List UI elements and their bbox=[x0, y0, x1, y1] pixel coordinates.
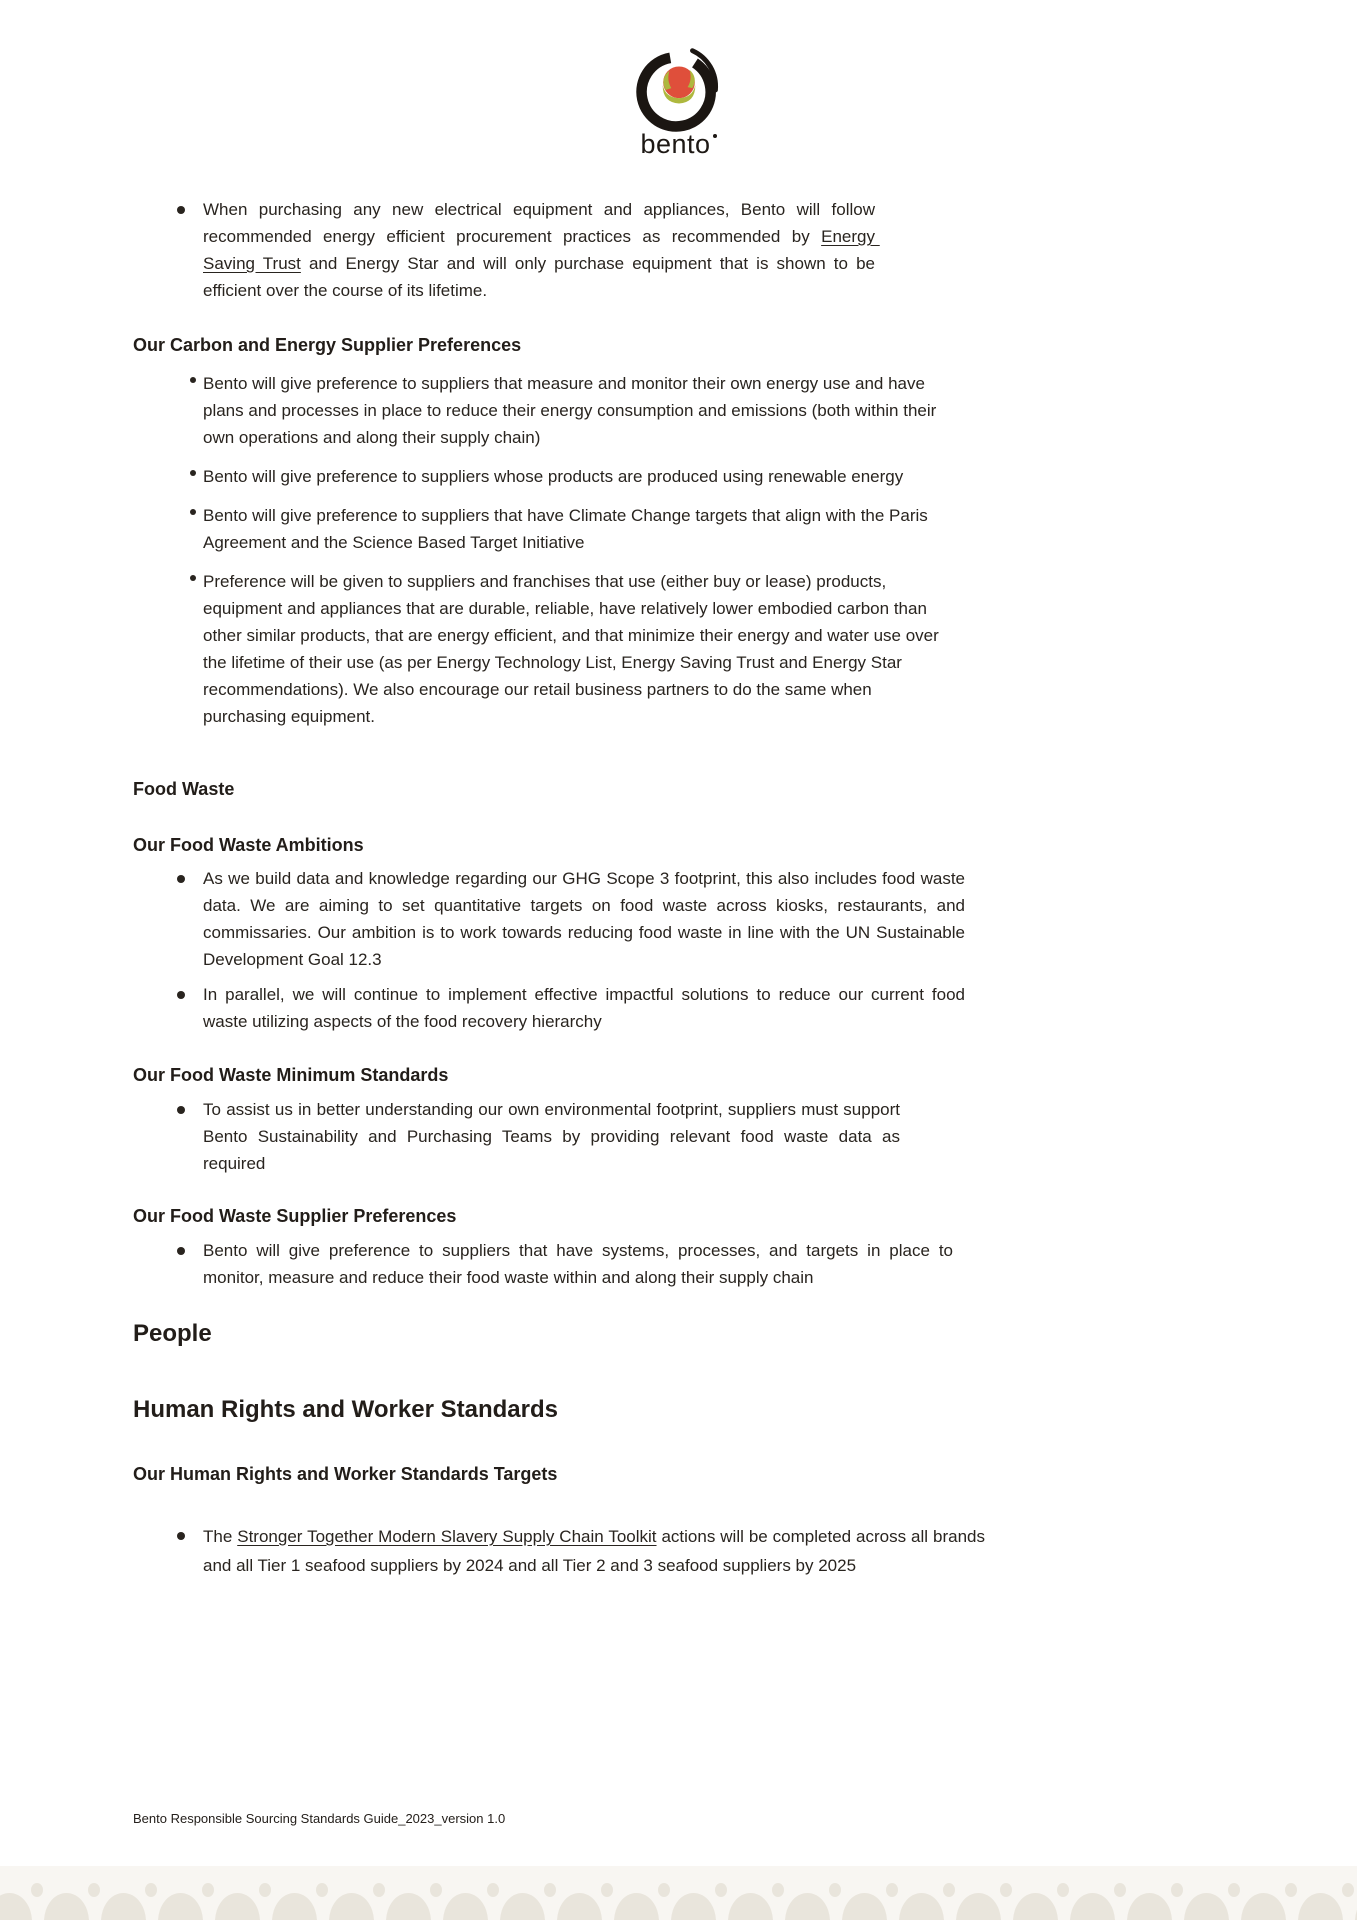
scallop-dot bbox=[145, 1883, 157, 1897]
supplier-heading: Our Food Waste Supplier Preferences bbox=[133, 1206, 457, 1226]
scallop-dome bbox=[728, 1893, 773, 1920]
list-item-text bbox=[203, 568, 944, 730]
supplier-list bbox=[133, 1237, 1238, 1291]
scallop-dot bbox=[943, 1883, 955, 1897]
scallop-dot bbox=[373, 1883, 385, 1897]
scallop-dome bbox=[329, 1893, 374, 1920]
bullet-marker bbox=[190, 470, 196, 476]
text-segment: Bento will give preference to suppliers whose products are produced using renewable energy bbox=[203, 467, 904, 486]
scallop-dome bbox=[614, 1893, 659, 1920]
list-item bbox=[133, 865, 1238, 973]
list-item bbox=[133, 196, 1238, 304]
list-item-text bbox=[203, 1522, 990, 1580]
text-segment: To assist us in better understanding our own environmental footprint, suppliers must support Bento Sustainability and Purchasing Teams by providing relevant food waste data as required bbox=[203, 1100, 905, 1173]
scallop-dome bbox=[215, 1893, 260, 1920]
bullet-marker bbox=[190, 509, 196, 515]
scallop-dot bbox=[1228, 1883, 1240, 1897]
carbon-heading: Our Carbon and Energy Supplier Preferences bbox=[133, 335, 522, 355]
scallop-dot bbox=[1114, 1883, 1126, 1897]
list-item-text bbox=[203, 1096, 905, 1177]
scallop-dot bbox=[601, 1883, 613, 1897]
scallop-dome bbox=[158, 1893, 203, 1920]
list-item bbox=[133, 1522, 1238, 1580]
text-segment: Bento will give preference to suppliers that have Climate Change targets that align with the Paris Agreement and the Science Based Target Initiative bbox=[203, 506, 932, 552]
scallop-dome bbox=[1241, 1893, 1286, 1920]
minimum-list bbox=[133, 1096, 1238, 1177]
bullet-marker bbox=[177, 991, 185, 999]
text-link[interactable]: Stronger Together Modern Slavery Supply Chain Toolkit bbox=[237, 1527, 657, 1546]
brand-logo bbox=[0, 42, 1357, 158]
scallop-dot bbox=[430, 1883, 442, 1897]
carbon-list bbox=[133, 370, 1238, 730]
hr-heading: Human Rights and Worker Standards bbox=[133, 1396, 558, 1423]
scallop-dome bbox=[1013, 1893, 1058, 1920]
scallop-dot bbox=[202, 1883, 214, 1897]
bento-logo-icon bbox=[631, 42, 727, 138]
scallop-dot bbox=[1000, 1883, 1012, 1897]
scallop-dome bbox=[386, 1893, 431, 1920]
scallop-dome bbox=[44, 1893, 89, 1920]
scallop-dot bbox=[31, 1883, 43, 1897]
scallop-dot bbox=[829, 1883, 841, 1897]
scallop-dome bbox=[842, 1893, 887, 1920]
hrtargets-heading: Our Human Rights and Worker Standards Targets bbox=[133, 1464, 558, 1484]
decorative-border bbox=[0, 1866, 1357, 1920]
document-body bbox=[133, 0, 1238, 1580]
scallop-dome bbox=[500, 1893, 545, 1920]
list-item bbox=[133, 981, 1238, 1035]
scallop-dome bbox=[272, 1893, 317, 1920]
list-item-text bbox=[203, 463, 940, 490]
scallop-dot bbox=[259, 1883, 271, 1897]
list-item bbox=[133, 1237, 1238, 1291]
list-item-text bbox=[203, 370, 940, 451]
bullet-marker bbox=[177, 1247, 185, 1255]
intro-list bbox=[133, 196, 1238, 304]
scallop-dome bbox=[443, 1893, 488, 1920]
text-segment: Bento will give preference to suppliers that have systems, processes, and targets in place to monitor, measure and reduce their food waste within and along their supply chain bbox=[203, 1241, 958, 1287]
minimum-heading: Our Food Waste Minimum Standards bbox=[133, 1065, 449, 1085]
text-segment: When purchasing any new electrical equipment and appliances, Bento will follow recommended energy efficient procurement practices as recommended by bbox=[203, 200, 880, 246]
scallop-dome bbox=[671, 1893, 716, 1920]
scallop-dome bbox=[0, 1893, 32, 1920]
list-item bbox=[133, 463, 1238, 490]
trademark-dot-icon bbox=[713, 134, 717, 138]
bullet-marker bbox=[190, 575, 196, 581]
text-segment: As we build data and knowledge regarding our GHG Scope 3 footprint, this also includes food waste data. We are aiming to set quantitative targets on food waste across kiosks, restaurants, and commissaries. Our ambition is to work towards reducing food waste in line with the UN Sustainable Development Goal 12.3 bbox=[203, 869, 970, 969]
scallop-dot bbox=[886, 1883, 898, 1897]
scallop-dome bbox=[1184, 1893, 1229, 1920]
list-item-text bbox=[203, 196, 880, 304]
list-item-text bbox=[203, 865, 970, 973]
scallop-dot bbox=[715, 1883, 727, 1897]
scallop-dot bbox=[1057, 1883, 1069, 1897]
scallop-dot bbox=[544, 1883, 556, 1897]
list-item bbox=[133, 370, 1238, 451]
ambitions-heading: Our Food Waste Ambitions bbox=[133, 835, 364, 855]
scallop-dot bbox=[1285, 1883, 1297, 1897]
scallop-dot bbox=[487, 1883, 499, 1897]
scallop-dot bbox=[658, 1883, 670, 1897]
footer-text: Bento Responsible Sourcing Standards Guide_2023_version 1.0 bbox=[133, 1811, 506, 1826]
text-link[interactable]: Energy Saving Trust bbox=[203, 227, 880, 273]
list-item-text bbox=[203, 1237, 958, 1291]
scallop-dome bbox=[785, 1893, 830, 1920]
ambitions-list bbox=[133, 865, 1238, 1035]
bullet-marker bbox=[177, 206, 185, 214]
list-item-text bbox=[203, 981, 970, 1035]
text-segment: The bbox=[203, 1527, 238, 1546]
scallop-dome bbox=[101, 1893, 146, 1920]
text-segment: actions will be completed across all brands and all Tier 1 seafood suppliers by 2024 and all Tier 2 and 3 seafood suppliers by 2025 bbox=[203, 1527, 990, 1575]
list-item bbox=[133, 1096, 1238, 1177]
scallop-dome bbox=[1127, 1893, 1172, 1920]
scallop-dome bbox=[557, 1893, 602, 1920]
text-segment: In parallel, we will continue to implement effective impactful solutions to reduce our current food waste utilizing aspects of the food recovery hierarchy bbox=[203, 985, 970, 1031]
scallop-dot bbox=[316, 1883, 328, 1897]
text-segment: Preference will be given to suppliers and franchises that use (either buy or lease) products, equipment and appliances that are durable, reliable, have relatively lower embodied carbon than other similar products, that are energy efficient, and that minimize their energy and water use over the lifetime of their use (as per Energy Technology List, Energy Saving Trust and Energy Star recommendations). We also encourage our retail business partners to do the same when purchasing equipment. bbox=[203, 572, 944, 726]
text-segment: Bento will give preference to suppliers that measure and monitor their own energy use and have plans and processes in place to reduce their energy consumption and emissions (both within their own operations and along their supply chain) bbox=[203, 374, 942, 447]
list-item bbox=[133, 502, 1238, 556]
scallop-dot bbox=[1342, 1883, 1354, 1897]
scallop-dome bbox=[1070, 1893, 1115, 1920]
scallop-dome bbox=[956, 1893, 1001, 1920]
brand-wordmark: bento bbox=[640, 129, 711, 159]
bullet-marker bbox=[177, 875, 185, 883]
scallop-dome bbox=[899, 1893, 944, 1920]
text-segment: and Energy Star and will only purchase equipment that is shown to be efficient over the course of its lifetime. bbox=[203, 254, 880, 300]
hr-list bbox=[133, 1522, 1238, 1580]
scallop-dot bbox=[88, 1883, 100, 1897]
scallop-dot bbox=[772, 1883, 784, 1897]
bullet-marker bbox=[190, 377, 196, 383]
bullet-marker bbox=[177, 1532, 185, 1540]
list-item bbox=[133, 568, 1238, 730]
bullet-marker bbox=[177, 1106, 185, 1114]
scallop-dot bbox=[1171, 1883, 1183, 1897]
foodwaste-heading: Food Waste bbox=[133, 779, 235, 799]
scallop-dome bbox=[1298, 1893, 1343, 1920]
list-item-text bbox=[203, 502, 940, 556]
people-heading: People bbox=[133, 1320, 212, 1347]
